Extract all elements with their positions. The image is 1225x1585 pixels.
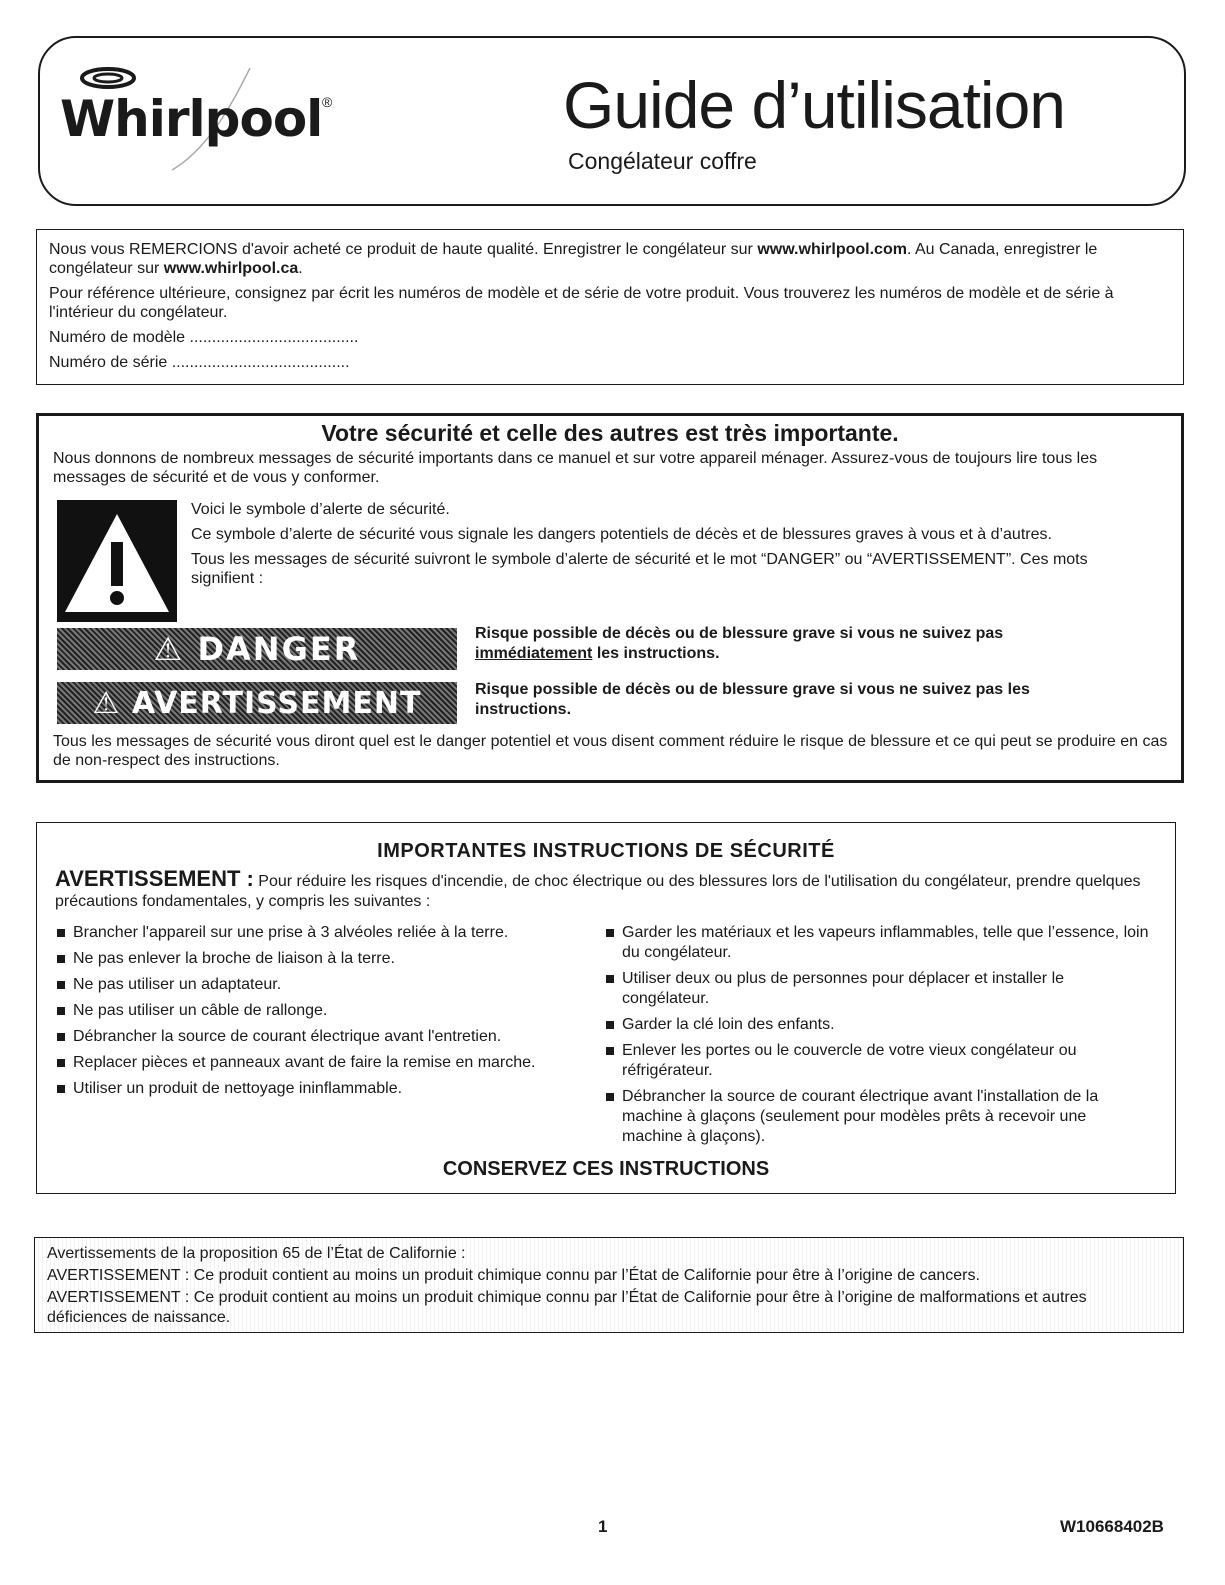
danger-emphasis: immédiatement — [475, 645, 593, 662]
instructions-warning — [55, 866, 1155, 912]
registered-mark: ® — [322, 94, 333, 110]
list-item: Brancher l'appareil sur une prise à 3 alvéoles reliée à la terre. — [55, 923, 615, 943]
danger-text: les instructions. — [592, 645, 720, 662]
list-item: Utiliser un produit de nettoyage ininflammable. — [55, 1079, 615, 1099]
list-item: Ne pas utiliser un adaptateur. — [55, 975, 615, 995]
page-title: Guide d’utilisation — [563, 68, 1065, 142]
danger-banner: ⚠ DANGER — [57, 628, 457, 670]
document-code: W10668402B — [1060, 1517, 1164, 1536]
list-item: Replacer pièces et panneaux avant de faire la remise en marche. — [55, 1053, 615, 1073]
page-subtitle: Congélateur coffre — [568, 148, 757, 174]
right-instruction-list — [604, 923, 1149, 1153]
signal-words-line: Tous les messages de sécurité suivront le symbole d’alerte de sécurité et le mot “DANGER” ou “AVERTISSEMENT”. Ces mots signifient : — [191, 551, 1088, 587]
whirlpool-com-link[interactable]: www.whirlpool.com — [757, 241, 907, 258]
whirlpool-ca-link[interactable]: www.whirlpool.ca — [163, 260, 299, 277]
warning-text: Pour réduire les risques d'incendie, de choc électrique ou des blessures lors de l'utilisation du congélateur, prendre quelques précautions fondamentales, y compris les suivantes : — [55, 873, 1141, 910]
list-item: Utiliser deux ou plus de personnes pour déplacer et installer le congélateur. — [604, 969, 1149, 1009]
left-instruction-list — [55, 923, 615, 1105]
symbol-line: Voici le symbole d’alerte de sécurité. — [191, 501, 450, 518]
prop65-box — [34, 1237, 1184, 1333]
danger-text: Risque possible de décès ou de blessure grave si vous ne suivez pas — [475, 625, 1004, 642]
registration-paragraph — [49, 240, 1171, 278]
prop65-birth-defect-warning: AVERTISSEMENT : Ce produit contient au moins un produit chimique connu par l’État de Californie pour être à l’origine de malformations et autres déficiences de naissance. — [47, 1289, 1087, 1326]
warning-banner: ⚠ AVERTISSEMENT — [57, 682, 457, 724]
page-number: 1 — [598, 1517, 608, 1536]
model-number-line: Numéro de modèle ...................................... — [49, 329, 359, 346]
brand-name: Whirlpool — [60, 90, 323, 148]
safety-title: Votre sécurité et celle des autres est très importante. — [321, 420, 899, 446]
safety-footer: Tous les messages de sécurité vous diront quel est le danger potentiel et vous disent comment réduire le risque de blessure et ce qui peut se produire en cas de non-respect des instructions. — [53, 733, 1168, 769]
safety-intro: Nous donnons de nombreux messages de sécurité importants dans ce manuel et sur votre appareil ménager. Assurez-vous de toujours lire tous les messages de sécurité et de vous y conformer. — [53, 450, 1098, 486]
prop65-heading: Avertissements de la proposition 65 de l’État de Californie : — [47, 1245, 466, 1262]
registration-box — [36, 229, 1184, 385]
warning-description: Risque possible de décès ou de blessure grave si vous ne suivez pas les instructions. — [475, 681, 1030, 718]
list-item: Débrancher la source de courant électrique avant l'installation de la machine à glaçons (seulement pour modèles prêts à recevoir une machine à glaçons). — [604, 1087, 1149, 1147]
warning-label: AVERTISSEMENT : — [55, 866, 254, 891]
list-item: Ne pas enlever la broche de liaison à la terre. — [55, 949, 615, 969]
whirlpool-logo — [60, 58, 360, 178]
list-item: Garder les matériaux et les vapeurs inflammables, telle que l’essence, loin du congélateur. — [604, 923, 1149, 963]
save-instructions-heading: CONSERVEZ CES INSTRUCTIONS — [442, 1158, 770, 1180]
safety-alert-icon — [57, 500, 177, 622]
instructions-box — [36, 822, 1176, 1194]
list-item: Enlever les portes ou le couvercle de votre vieux congélateur ou réfrigérateur. — [604, 1041, 1149, 1081]
serial-number-line: Numéro de série ........................................ — [49, 354, 350, 371]
list-item: Garder la clé loin des enfants. — [604, 1015, 1149, 1035]
safety-box — [36, 413, 1184, 783]
registration-text: . — [298, 260, 303, 277]
danger-description — [475, 624, 1115, 664]
list-item: Débrancher la source de courant électrique avant l'entretien. — [55, 1027, 615, 1047]
alert-texts — [191, 500, 1151, 594]
prop65-cancer-warning: AVERTISSEMENT : Ce produit contient au moins un produit chimique connu par l’État de Californie pour être à l’origine de cancers. — [47, 1267, 980, 1284]
reference-paragraph: Pour référence ultérieure, consignez par écrit les numéros de modèle et de série de votre produit. Vous trouverez les numéros de modèle et de série à l'intérieur du congélateur. — [49, 285, 1114, 321]
registration-text: Nous vous REMERCIONS d'avoir acheté ce produit de haute qualité. Enregistrer le congélateur sur — [49, 241, 758, 258]
instructions-title: IMPORTANTES INSTRUCTIONS DE SÉCURITÉ — [377, 840, 835, 862]
list-item: Ne pas utiliser un câble de rallonge. — [55, 1001, 615, 1021]
symbol-description: Ce symbole d’alerte de sécurité vous signale les dangers potentiels de décès et de blessures graves à vous et à d’autres. — [191, 526, 1052, 543]
registration-text: . Au Canada, enregistrer le congélateur sur — [49, 241, 1098, 277]
